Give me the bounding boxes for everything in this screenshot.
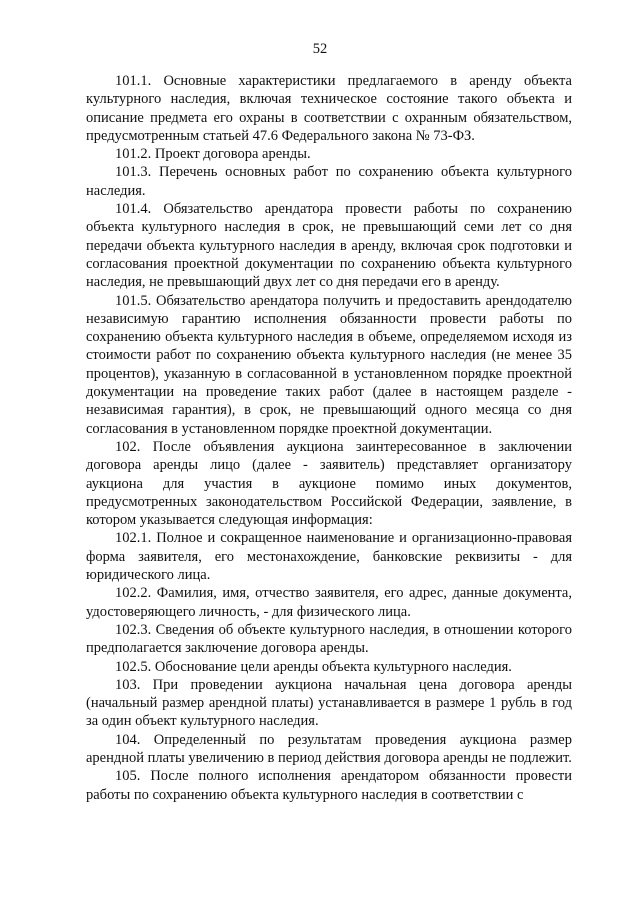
paragraph-101-4: 101.4. Обязательство арендатора провести работы по сохранению объекта культурного наследия в срок, не превышающий семи лет со дня передачи объекта культурного наследия в аренду, включая срок подготовки и согласования проектной документации по сохранению объекта культурного наследия, не превышающий двух лет со дня передачи его в аренду. — [86, 201, 572, 291]
paragraph-103: 103. При проведении аукциона начальная цена договора аренды (начальный размер арендной платы) устанавливается в размере 1 рубль в год за один объект культурного наследия. — [86, 676, 572, 730]
paragraph-102-2: 102.2. Фамилия, имя, отчество заявителя, его адрес, данные документа, удостоверяющего личность, - для физического лица. — [86, 585, 572, 620]
paragraph-102-3: 102.3. Сведения об объекте культурного наследия, в отношении которого предполагается заключение договора аренды. — [86, 621, 572, 657]
paragraph-102-1: 102.1. Полное и сокращенное наименование и организационно-правовая форма заявителя, его местонахождение, банковские реквизиты - для юридического лица. — [86, 530, 572, 584]
paragraph-102: 102. После объявления аукциона заинтересованное в заключении договора аренды лицо (далее - заявитель) представляет организатору аукциона для участия в аукционе помимо иных документов, предусмотренных законодательством Российской Федерации, заявление, в котором указывается следующая информация: — [86, 438, 572, 529]
page-number: 52 — [312, 41, 328, 57]
paragraph-105: 105. После полного исполнения арендатором обязанности провести работы по сохранению объекта культурного наследия в соответствии с — [86, 768, 572, 803]
paragraph-101-1: 101.1. Основные характеристики предлагаемого в аренду объекта культурного наследия, включая техническое состояние такого объекта и описание предмета его охраны в соответствии с охранным обязательством, предусмотренным статьей 47.6 Федерального закона № 73-ФЗ. — [86, 73, 572, 144]
paragraph-101-3: 101.3. Перечень основных работ по сохранению объекта культурного наследия. — [86, 164, 572, 199]
paragraph-101-5: 101.5. Обязательство арендатора получить и предоставить арендодателю независимую гарантию исполнения обязанности провести работы по сохранению объекта культурного наследия в объеме, определяемом исходя из стоимости работ по сохранению объекта культурного наследия (не менее 35 процентов), указанную в согласованной в установленном порядке проектной документации на проведение таких работ (далее в настоящем разделе - независимая гарантия), в срок, не превышающий одного месяца со дня согласования в установленном порядке проектной документации. — [86, 292, 572, 437]
paragraph-104: 104. Определенный по результатам проведения аукциона размер арендной платы увеличению в период действия договора аренды не подлежит. — [86, 731, 572, 766]
document-body — [86, 72, 572, 804]
paragraph-101-2: 101.2. Проект договора аренды. — [115, 146, 311, 163]
paragraph-102-5: 102.5. Обоснование цели аренды объекта культурного наследия. — [115, 658, 512, 675]
